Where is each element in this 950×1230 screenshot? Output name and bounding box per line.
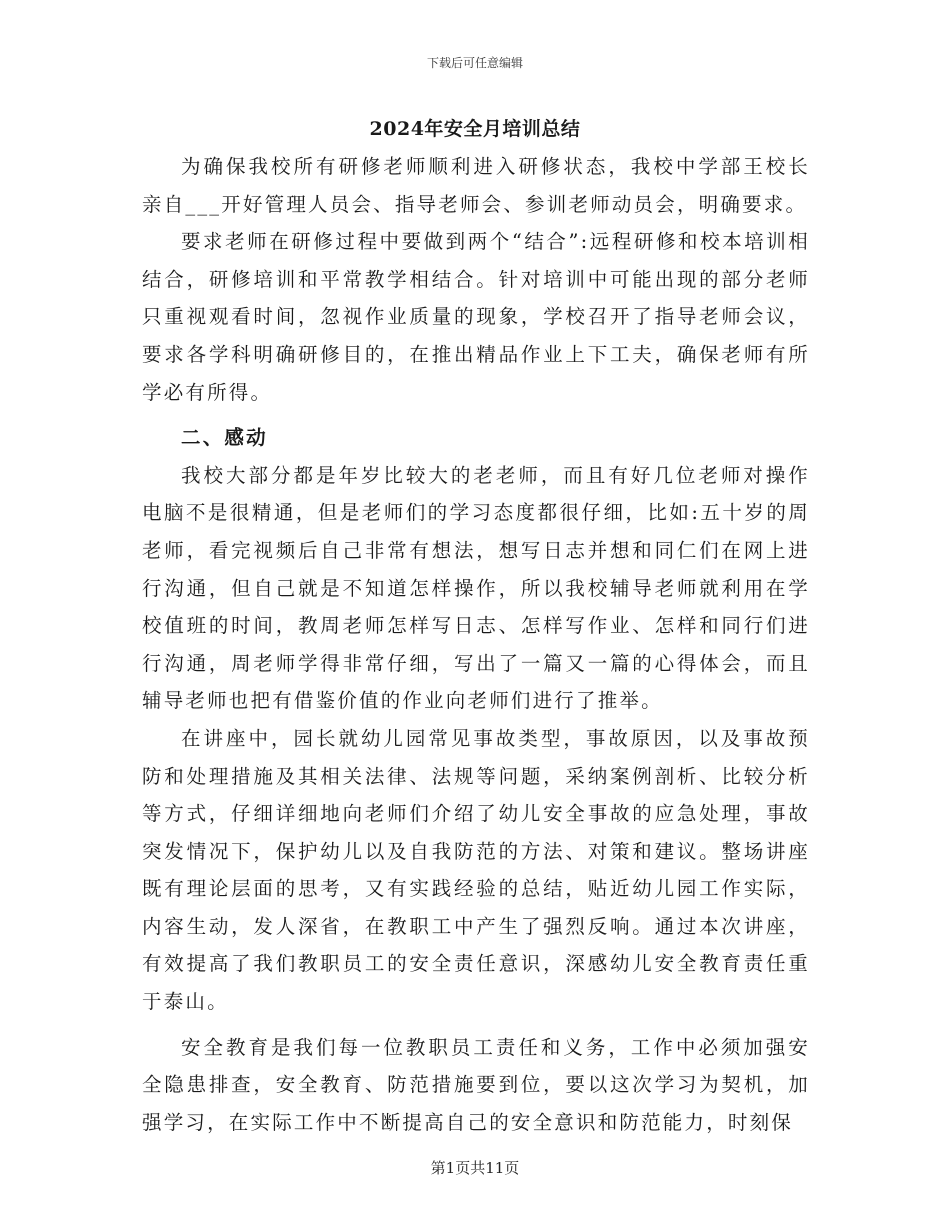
paragraph-1: 为确保我校所有研修老师顺利进入研修状态，我校中学部王校长亲自___开好管理人员会、指导老师会、参训老师动员会，明确要求。	[142, 155, 810, 216]
document-body	[142, 148, 810, 1141]
paragraph-3: 我校大部分都是年岁比较大的老老师，而且有好几位老师对操作电脑不是很精通，但是老师们的学习态度都很仔细，比如:五十岁的周老师，看完视频后自己非常有想法，想写日志并想和同仁们在网上进行沟通，但自己就是不知道怎样操作，所以我校辅导老师就利用在学校值班的时间，教周老师怎样写日志、怎样写作业、怎样和同行们进行沟通，周老师学得非常仔细，写出了一篇又一篇的心得体会，而且辅导老师也把有借鉴价值的作业向老师们进行了推举。	[142, 463, 810, 713]
header-note: 下载后可任意编辑	[426, 56, 523, 70]
paragraph-4: 在讲座中，园长就幼儿园常见事故类型，事故原因，以及事故预防和处理措施及其相关法律、法规等问题，采纳案例剖析、比较分析等方式，仔细详细地向老师们介绍了幼儿安全事故的应急处理，事故突发情况下，保护幼儿以及自我防范的方法、对策和建议。整场讲座既有理论层面的思考，又有实践经验的总结，贴近幼儿园工作实际，内容生动，发人深省，在教职工中产生了强烈反响。通过本次讲座，有效提高了我们教职员工的安全责任意识，深感幼儿安全教育责任重于泰山。	[142, 726, 810, 1014]
section-heading-2: 二、感动	[181, 426, 268, 450]
document-title: 2024年安全月培训总结	[369, 118, 581, 140]
paragraph-5: 安全教育是我们每一位教职员工责任和义务，工作中必须加强安全隐患排查，安全教育、防范措施要到位，要以这次学习为契机，加强学习，在实际工作中不断提高自己的安全意识和防范能力，时刻保	[142, 1035, 810, 1134]
paragraph-2: 要求老师在研修过程中要做到两个“结合”:远程研修和校本培训相结合，研修培训和平常教学相结合。针对培训中可能出现的部分老师只重视观看时间，忽视作业质量的现象，学校召开了指导老师会议，要求各学科明确研修目的，在推出精品作业上下工夫，确保老师有所学必有所得。	[142, 230, 810, 404]
page-footer: 第1页共11页	[430, 1159, 520, 1177]
